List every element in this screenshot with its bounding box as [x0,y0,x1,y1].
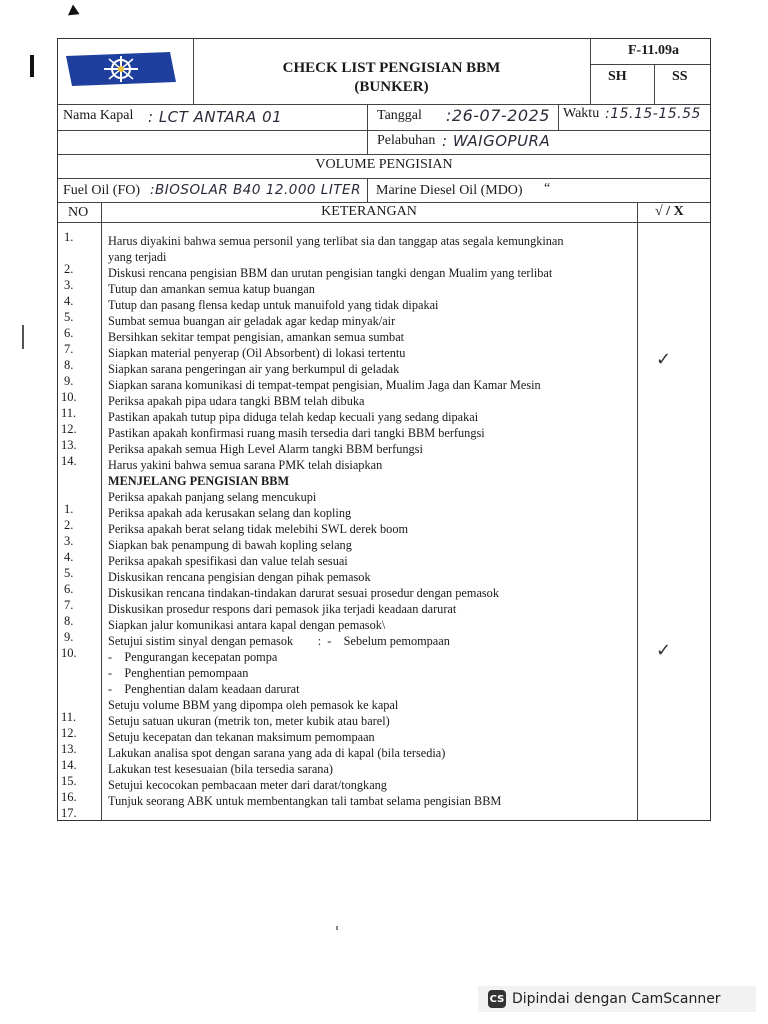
list-item: Tutup dan amankan semua katup buangan [108,282,315,296]
list-item: Pastikan apakah konfirmasi ruang masih tersedia dari tangki BBM berfungsi [108,426,485,440]
row-number: 3. [64,534,74,548]
list-item: Periksa apakah ada kerusakan selang dan kopling [108,506,352,520]
list-item: Pastikan apakah tutup pipa diduga telah kedap kecuali yang sedang dipakai [108,410,479,424]
row-number: 6. [64,582,74,596]
list-item: Siapkan material penyerap (Oil Absorbent) di lokasi tertentu [108,346,406,360]
row-number: 4. [64,294,74,308]
divider [57,222,711,223]
list-item: Tunjuk seorang ABK untuk membentangkan tali tambat selama pengisian BBM [108,794,502,808]
row-number: 12. [61,726,77,740]
list-item: Setuju satuan ukuran (metrik ton, meter kubik atau barel) [108,714,390,728]
row-number: 2. [64,262,74,276]
row-number: 9. [64,630,74,644]
list-item: Periksa apakah semua High Level Alarm tangki BBM berfungsi [108,442,423,456]
list-item: Periksa apakah panjang selang mencukupi [108,490,317,504]
list-item: Siapkan sarana pengeringan air yang berkumpul di geladak [108,362,400,376]
list-item: Tutup dan pasang flensa kedap untuk manuifold yang tidak dipakai [108,298,439,312]
section2-heading: MENJELANG PENGISIAN BBM [108,474,290,488]
list-item: Lakukan test kesesuaian (bila tersedia sarana) [108,762,334,776]
row-number: 12. [61,422,77,436]
col-sh: SH [608,69,627,84]
row-number: 14. [61,454,77,468]
fuel-oil-label: Fuel Oil (FO) [63,183,140,198]
row-number: 7. [64,598,74,612]
mdo-label: Marine Diesel Oil (MDO) [376,183,523,198]
waktu-value: :15.15-15.55 [605,106,701,122]
list-item: Diskusi rencana pengisian BBM dan urutan pengisian tangki dengan Mualim yang terlibat [108,266,553,280]
divider [57,154,711,155]
list-item: Siapkan jalur komunikasi antara kapal dengan pemasok\ [108,618,386,632]
scan-speck [336,926,338,930]
form-subtitle: (BUNKER) [354,79,429,95]
waktu-label: Waktu [563,106,600,121]
tanggal-label: Tanggal [377,108,422,123]
fuel-oil-value: :BIOSOLAR B40 12.000 LITER [150,182,361,198]
nama-kapal-label: Nama Kapal [63,108,134,123]
list-item: Setuju volume BBM yang dipompa oleh pemasok ke kapal [108,698,399,712]
list-item: Diskusikan rencana tindakan-tindakan darurat sesuai prosedur dengan pemasok [108,586,499,600]
scan-mark [22,325,24,349]
form-title: CHECK LIST PENGISIAN BBM [282,60,501,76]
row-number: 5. [64,566,74,580]
row-number: 16. [61,790,77,804]
divider [367,104,368,154]
list-item: Diskusikan prosedur respons dari pemasok jika terjadi keadaan darurat [108,602,457,616]
divider [654,64,655,104]
divider [637,202,638,821]
volume-heading: VOLUME PENGISIAN [315,157,453,172]
divider [57,104,711,105]
col-no: NO [68,205,89,220]
row-number: 9. [64,374,74,388]
row-number: 13. [61,742,77,756]
camscanner-icon: CS [488,990,506,1008]
divider [101,202,102,821]
row-number: 1. [64,502,74,516]
form-code: F-11.09a [628,43,679,58]
scanner-text: Dipindai dengan CamScanner [512,991,721,1007]
list-item: Siapkan bak penampung di bawah kopling selang [108,538,352,552]
row-number: 17. [61,806,77,820]
col-check: √ / X [655,204,684,219]
row-number: 2. [64,518,74,532]
list-item: yang terjadi [108,250,167,264]
row-number: 1. [64,230,74,244]
row-number: 10. [61,646,77,660]
row-number: 7. [64,342,74,356]
list-item: Periksa apakah spesifikasi dan value telah sesuai [108,554,348,568]
list-item: Setuju kecepatan dan tekanan maksimum pemompaan [108,730,375,744]
divider [558,104,559,130]
pelabuhan-value: : WAIGOPURA [442,132,551,150]
scanner-watermark [478,986,756,1012]
list-item: Diskusikan rencana pengisian dengan pihak pemasok [108,570,371,584]
divider [57,202,711,203]
divider [57,130,711,131]
check-mark-icon: ✓ [656,640,672,661]
divider [193,38,194,104]
scan-mark [68,4,82,19]
pelabuhan-label: Pelabuhan [377,133,436,148]
row-number: 14. [61,758,77,772]
divider [367,178,368,202]
check-mark-icon: ✓ [656,349,672,370]
list-item: Siapkan sarana komunikasi di tempat-tempat pengisian, Mualim Jaga dan Kamar Mesin [108,378,541,392]
row-number: 5. [64,310,74,324]
divider [590,38,591,104]
list-item: Periksa apakah berat selang tidak melebihi SWL derek boom [108,522,409,536]
row-number: 10. [61,390,77,404]
nama-kapal-value: : LCT ANTARA 01 [148,108,283,126]
row-number: 11. [61,406,77,420]
company-logo [66,52,176,91]
row-number: 8. [64,614,74,628]
list-item: Harus diyakini bahwa semua personil yang terlibat sia dan tanggap atas segala kemungkinan [108,234,564,248]
list-item: Harus yakini bahwa semua sarana PMK telah disiapkan [108,458,383,472]
list-item: - Penghentian dalam keadaan darurat [108,682,300,696]
list-item: Bersihkan sekitar tempat pengisian, amankan semua sumbat [108,330,405,344]
col-ss: SS [672,69,688,84]
tanggal-value: :26-07-2025 [446,106,550,125]
row-number: 11. [61,710,77,724]
scan-mark [30,55,34,77]
row-number: 4. [64,550,74,564]
list-item: Sumbat semua buangan air geladak agar kedap minyak/air [108,314,396,328]
divider [590,64,711,65]
divider [57,178,711,179]
row-number: 8. [64,358,74,372]
col-keterangan: KETERANGAN [321,204,417,219]
list-item: Setujui sistim sinyal dengan pemasok : - Sebelum pemompaan [108,634,450,648]
list-item: Setujui kecocokan pembacaan meter dari darat/tongkang [108,778,387,792]
row-number: 3. [64,278,74,292]
mdo-value: “ [544,181,551,196]
list-item: Periksa apakah pipa udara tangki BBM telah dibuka [108,394,365,408]
list-item: - Penghentian pemompaan [108,666,249,680]
list-item: Lakukan analisa spot dengan sarana yang ada di kapal (bila tersedia) [108,746,446,760]
row-number: 15. [61,774,77,788]
row-number: 6. [64,326,74,340]
list-item: - Pengurangan kecepatan pompa [108,650,278,664]
row-number: 13. [61,438,77,452]
